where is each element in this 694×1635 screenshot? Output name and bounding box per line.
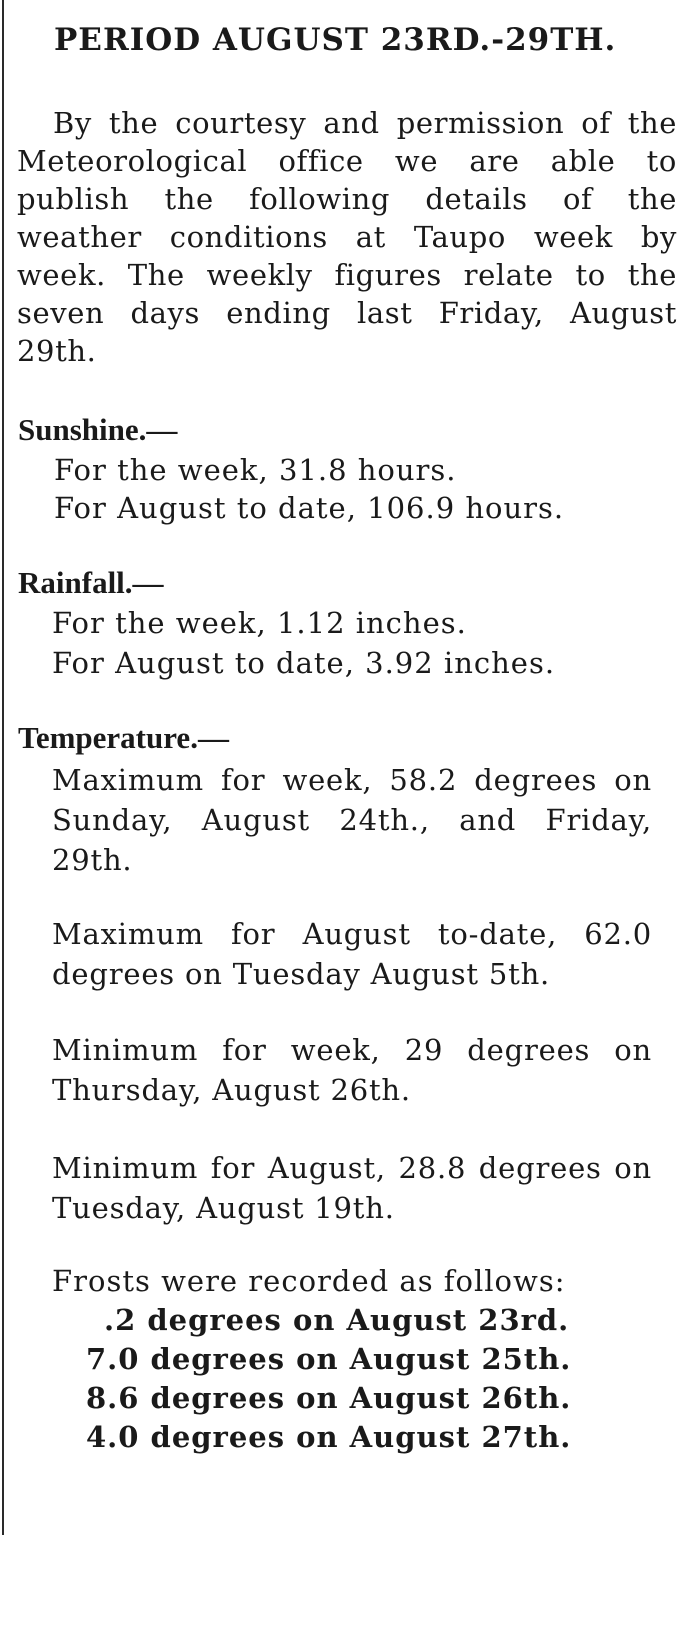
frost-item: 4.0 degrees on August 27th. (86, 1420, 572, 1454)
rainfall-week: For the week, 1.12 inches. (52, 606, 467, 640)
rainfall-heading: Rainfall.— (18, 565, 164, 600)
intro-paragraph: By the courtesy and permission of the Meteorological office we are able to publish the following details of the weather conditions at Taupo week by week. The weekly figures relate to the seven days ending last Friday, August 29th. (17, 106, 677, 368)
frosts-intro: Frosts were recorded as follows: (52, 1264, 566, 1298)
rainfall-to-date: For August to date, 3.92 inches. (52, 646, 556, 680)
frost-item: 7.0 degrees on August 25th. (86, 1342, 572, 1376)
max-week-entry: Maximum for week, 58.2 degrees on Sunday, August 24th., and Friday, 29th. (52, 763, 652, 877)
frost-item: .2 degrees on August 23rd. (104, 1303, 570, 1337)
min-week-entry: Minimum for week, 29 degrees on Thursday, August 26th. (52, 1033, 652, 1107)
max-month-entry: Maximum for August to-date, 62.0 degrees on Tuesday August 5th. (52, 917, 652, 991)
min-month-entry: Minimum for August, 28.8 degrees on Tuesday, August 19th. (52, 1151, 652, 1225)
column-rule (2, 0, 4, 1535)
page-title: PERIOD AUGUST 23RD.-29TH. (54, 22, 617, 58)
sunshine-heading: Sunshine.— (18, 412, 178, 447)
frost-item: 8.6 degrees on August 26th. (86, 1381, 572, 1415)
temperature-heading: Temperature.— (18, 720, 229, 755)
sunshine-to-date: For August to date, 106.9 hours. (54, 491, 565, 525)
sunshine-week: For the week, 31.8 hours. (54, 453, 457, 487)
